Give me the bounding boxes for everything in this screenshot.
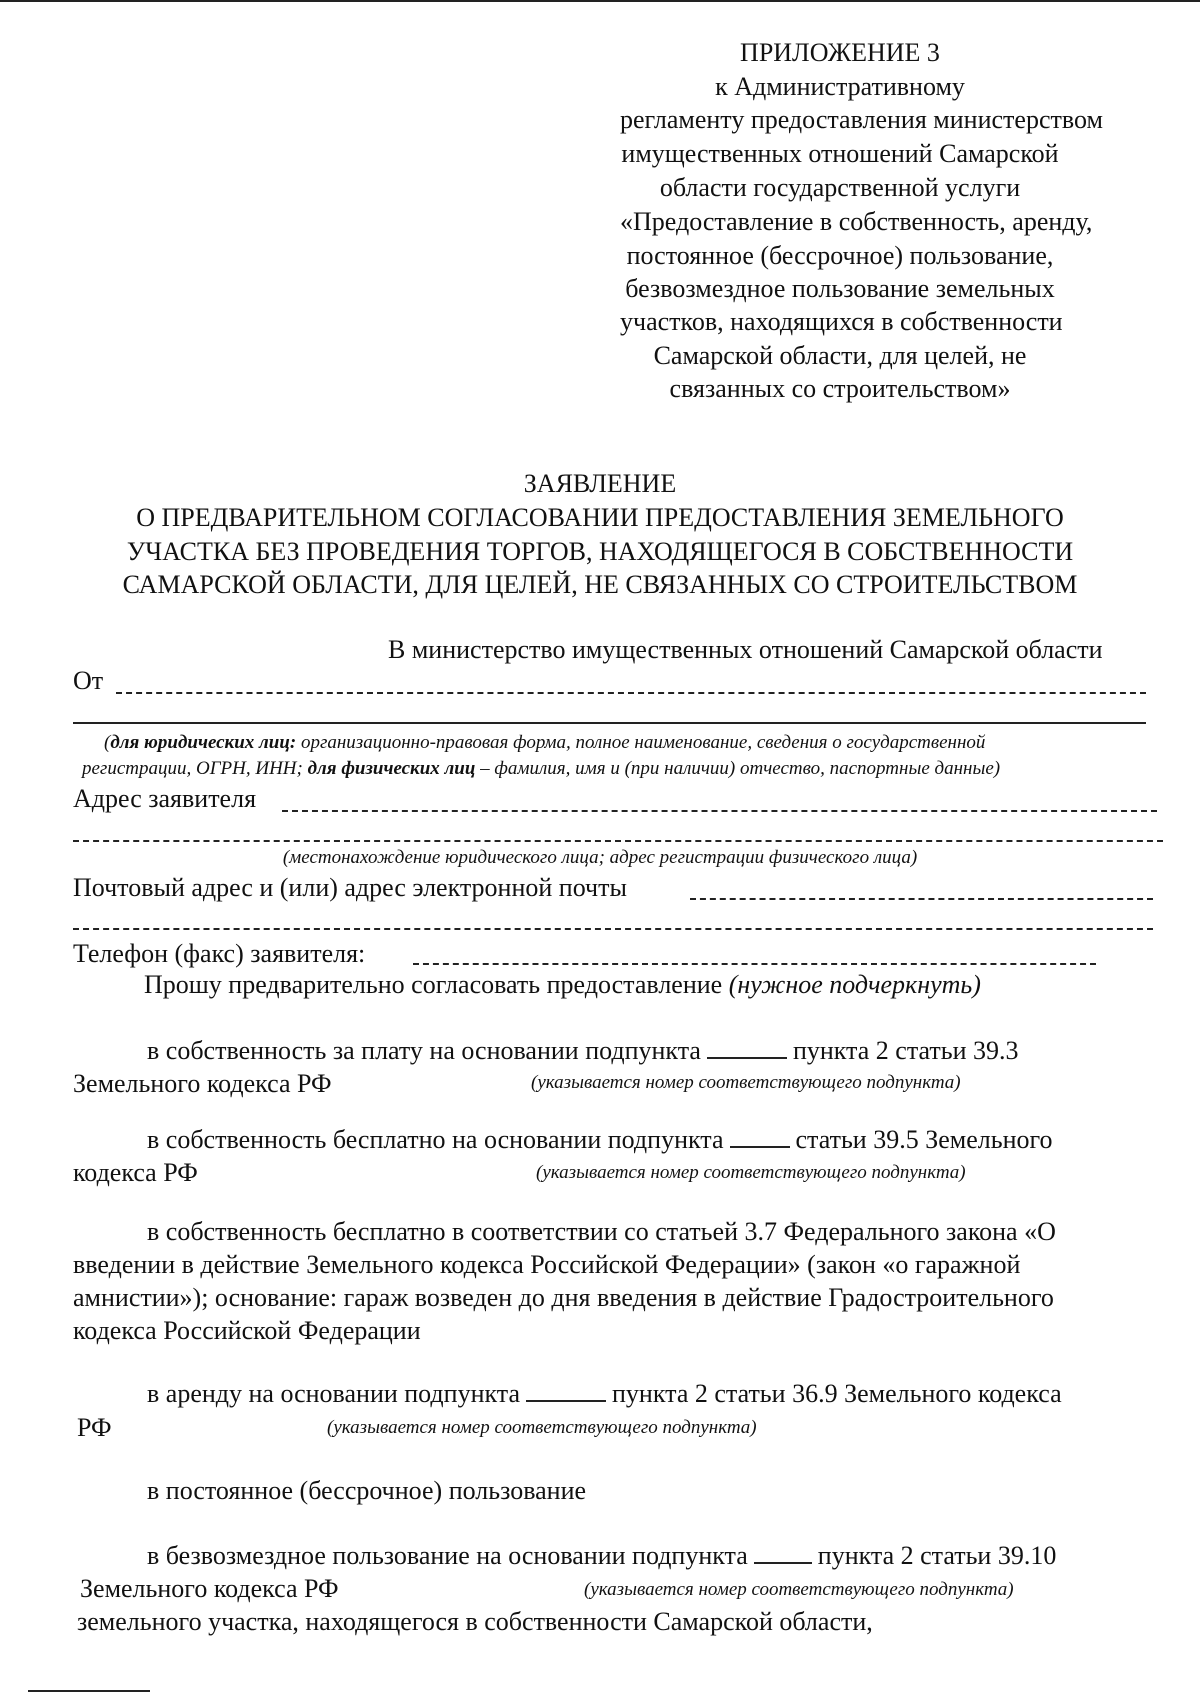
heading-line: УЧАСТКА БЕЗ ПРОВЕДЕНИЯ ТОРГОВ, НАХОДЯЩЕГОСЯ В СОБСТВЕННОСТИ (126, 537, 1074, 566)
subpoint-blank (707, 1056, 787, 1059)
phone-field-line[interactable] (413, 963, 1096, 965)
option-paid-ownership-hint: (указывается номер соответствующего подпункта) (531, 1072, 961, 1093)
appendix-line: участков, находящихся в собственности (620, 307, 1063, 336)
footnote-separator (28, 1690, 150, 1692)
option-free-ownership-cont: кодекса РФ (73, 1158, 198, 1187)
subpoint-blank (730, 1145, 790, 1148)
heading-line: О ПРЕДВАРИТЕЛЬНОМ СОГЛАСОВАНИИ ПРЕДОСТАВЛЕНИЯ ЗЕМЕЛЬНОГО (136, 503, 1064, 532)
address-label: Адрес заявителя (73, 784, 257, 813)
address-field-line-2[interactable] (73, 840, 1163, 842)
postal-field-line[interactable] (690, 898, 1153, 900)
option-paid-ownership[interactable]: в собственность за плату на основании подпункта пункта 2 статьи 39.3 (147, 1036, 1019, 1065)
from-hint-line1: (для юридических лиц: организационно-правовая форма, полное наименование, сведения о государственной (104, 732, 986, 753)
option-lease-cont: РФ (77, 1413, 112, 1442)
subpoint-blank (754, 1561, 812, 1564)
from-field-line[interactable] (116, 692, 1146, 694)
appendix-line: постоянное (бессрочное) пользование, (626, 241, 1054, 270)
from-hint-line2: регистрации, ОГРН, ИНН; для физических лиц – фамилия, имя и (при наличии) отчество, паспортные данные) (82, 758, 1001, 779)
option-gratuitous-use-cont: Земельного кодекса РФ (80, 1574, 339, 1603)
option-garage-amnesty-cont: амнистии»); основание: гараж возведен до дня введения в действие Градостроительного (73, 1283, 1054, 1312)
appendix-line: безвозмездное пользование земельных (625, 274, 1055, 303)
from-field-line-2[interactable] (73, 722, 1146, 724)
appendix-line: имущественных отношений Самарской (621, 139, 1059, 168)
land-plot-line: земельного участка, находящегося в собственности Самарской области, (77, 1607, 873, 1636)
postal-label: Почтовый адрес и (или) адрес электронной почты (73, 873, 627, 902)
heading-title: ЗАЯВЛЕНИЕ (523, 469, 677, 498)
option-paid-ownership-cont: Земельного кодекса РФ (73, 1069, 332, 1098)
addressee: В министерство имущественных отношений Самарской области (388, 635, 1103, 664)
postal-field-line-2[interactable] (73, 928, 1153, 930)
address-hint: (местонахождение юридического лица; адрес регистрации физического лица) (282, 847, 918, 868)
phone-label: Телефон (факс) заявителя: (73, 939, 366, 968)
appendix-line: области государственной услуги (659, 173, 1021, 202)
option-free-ownership-hint: (указывается номер соответствующего подпункта) (536, 1162, 966, 1183)
option-free-ownership[interactable]: в собственность бесплатно на основании подпункта статьи 39.5 Земельного (147, 1125, 1053, 1154)
option-garage-amnesty[interactable]: в собственность бесплатно в соответствии со статьей 3.7 Федерального закона «О (147, 1217, 1056, 1246)
option-gratuitous-use[interactable]: в безвозмездное пользование на основании подпункта пункта 2 статьи 39.10 (147, 1541, 1057, 1570)
address-field-line[interactable] (282, 810, 1157, 812)
top-border (0, 0, 1200, 2)
appendix-line: к Административному (715, 72, 965, 101)
option-gratuitous-use-hint: (указывается номер соответствующего подпункта) (584, 1579, 1014, 1600)
option-lease[interactable]: в аренду на основании подпункта пункта 2 статьи 36.9 Земельного кодекса (147, 1379, 1062, 1408)
appendix-line: связанных со строительством» (669, 374, 1011, 403)
heading-line: САМАРСКОЙ ОБЛАСТИ, ДЛЯ ЦЕЛЕЙ, НЕ СВЯЗАННЫХ СО СТРОИТЕЛЬСТВОМ (122, 570, 1078, 599)
request-line: Прошу предварительно согласовать предоставление (нужное подчеркнуть) (144, 970, 981, 999)
appendix-line: «Предоставление в собственность, аренду, (620, 207, 1093, 236)
subpoint-blank (526, 1399, 606, 1402)
from-label: От (73, 666, 104, 695)
appendix-title: ПРИЛОЖЕНИЕ 3 (740, 38, 940, 67)
option-lease-hint: (указывается номер соответствующего подпункта) (327, 1417, 757, 1438)
option-garage-amnesty-cont: введении в действие Земельного кодекса Российской Федерации» (закон «о гаражной (73, 1250, 1021, 1279)
request-hint: (нужное подчеркнуть) (728, 970, 981, 999)
appendix-line: регламенту предоставления министерством (620, 105, 1103, 134)
appendix-line: Самарской области, для целей, не (653, 341, 1027, 370)
option-permanent-use[interactable]: в постоянное (бессрочное) пользование (147, 1476, 587, 1505)
option-garage-amnesty-cont: кодекса Российской Федерации (73, 1316, 421, 1345)
